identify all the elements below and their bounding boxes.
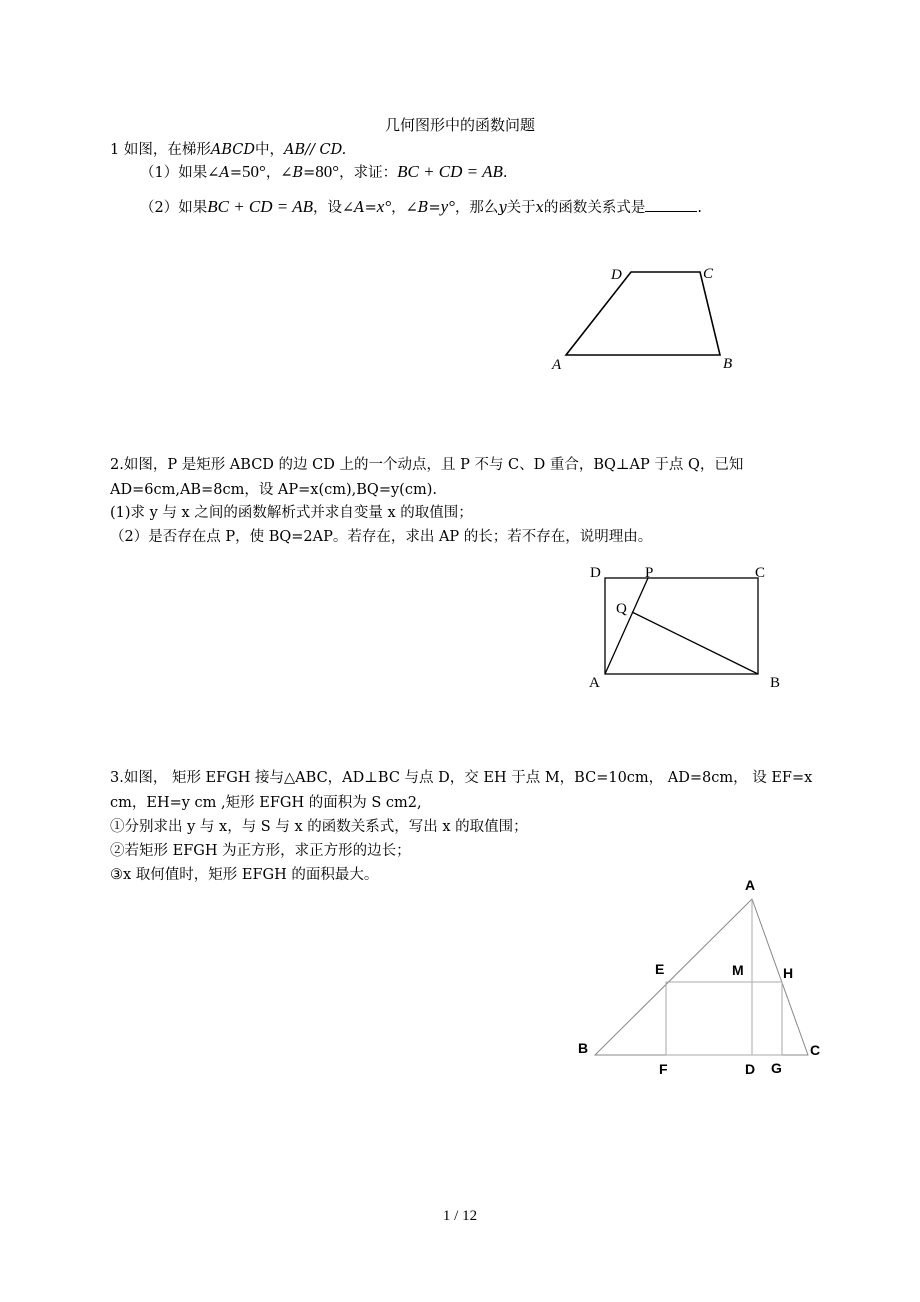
problem3-line2: cm，EH=y cm ,矩形 EFGH 的面积为 S cm2,	[110, 795, 422, 811]
p1-part2-then: ，那么	[454, 200, 499, 216]
rect-label-a: A	[589, 675, 600, 691]
tri-label-c: C	[810, 1042, 821, 1058]
problem1-intro-mid: 中，	[254, 142, 284, 158]
problem2-line4: （2）是否存在点 P，使 BQ=2AP。若存在，求出 AP 的长；若不存在，说明理由。	[110, 529, 653, 545]
tri-label-f: F	[659, 1061, 668, 1077]
problem1-part1	[140, 161, 507, 182]
tri-label-d: D	[745, 1061, 756, 1077]
trapezoid-shape	[566, 272, 720, 355]
rect-label-q: Q	[616, 601, 627, 617]
p1-part1-eq1: =	[229, 165, 243, 181]
p1-part2-expr: BC + CD = AB	[207, 197, 313, 216]
p1-part1-end: .	[502, 165, 508, 181]
rect-label-b: B	[770, 675, 781, 691]
p1-part2-b: B	[417, 200, 429, 216]
p1-part2-prefix: （2）如果	[140, 200, 208, 216]
segment-bq	[632, 612, 758, 674]
p1-part2-eqx: =	[364, 200, 377, 216]
p1-part1-b: B	[292, 165, 304, 181]
p1-part2-xvar: x	[535, 200, 544, 216]
answer-blank	[645, 199, 697, 212]
p1-part1-v1: 50°	[242, 162, 266, 181]
p1-part2-set: ，设∠	[312, 200, 355, 216]
rect-label-d: D	[590, 565, 601, 581]
p1-part2-end: .	[697, 200, 702, 216]
p1-part2-sep: ，∠	[391, 200, 418, 216]
problem1-intro	[110, 138, 346, 159]
p1-part2-yvar: y	[498, 200, 507, 216]
p1-part2-x: x°	[376, 197, 392, 216]
trapezoid-label-d: D	[611, 267, 622, 283]
page-number: 1 / 12	[442, 1208, 478, 1224]
p1-part1-a: A	[219, 165, 230, 181]
trapezoid-figure	[545, 258, 745, 376]
rectangle-abcd	[605, 578, 758, 674]
trapezoid-label-a: A	[552, 357, 562, 373]
problem3-line1: 3.如图， 矩形 EFGH 接与△ABC，AD⊥BC 与点 D，交 EH 于点 M，BC=10cm， AD=8cm， 设 EF=x	[110, 770, 813, 786]
p1-part1-v2: 80°	[315, 162, 340, 181]
problem3-line3: ①分别求出 y 与 x，与 S 与 x 的函数关系式，写出 x 的取值围；	[110, 819, 528, 835]
problem2-line2: AD=6cm,AB=8cm，设 AP=x(cm),BQ=y(cm).	[110, 482, 437, 498]
tri-label-g: G	[771, 1060, 782, 1076]
segment-ap	[605, 578, 648, 674]
problem1-intro-parallel: AB// CD.	[283, 142, 347, 158]
problem3-line4: ②若矩形 EFGH 为正方形，求正方形的边长；	[110, 843, 411, 859]
tri-label-h: H	[783, 965, 794, 981]
rectangle-efgh	[666, 982, 782, 1055]
triangle-figure	[570, 870, 835, 1085]
p1-part2-y: y°	[440, 197, 455, 216]
tri-label-e: E	[655, 961, 665, 977]
rectangle-figure	[580, 560, 790, 695]
problem2-line3: (1)求 y 与 x 之间的函数解析式并求自变量 x 的取值围；	[110, 505, 473, 521]
p1-part2-eqy: =	[428, 200, 441, 216]
triangle-abc	[595, 899, 808, 1055]
problem2-line1: 2.如图，P 是矩形 ABCD 的边 CD 上的一个动点，且 P 不与 C、D 重合，BQ⊥AP 于点 Q，已知	[110, 457, 744, 473]
trapezoid-label-b: B	[723, 356, 733, 372]
p1-part2-tail: 的函数关系式是	[543, 200, 646, 216]
tri-label-m: M	[732, 962, 744, 978]
tri-label-a: A	[745, 877, 756, 893]
p1-part1-prove: ，求证：	[339, 165, 398, 181]
trapezoid-label-c: C	[703, 266, 714, 282]
p1-part2-about: 关于	[506, 200, 536, 216]
problem1-intro-abcd: ABCD	[210, 142, 255, 158]
problem1-part2	[140, 196, 702, 217]
problem3-line5: ③x 取何值时，矩形 EFGH 的面积最大。	[110, 867, 379, 883]
document-title: 几何图形中的函数问题	[384, 116, 535, 134]
problem1-intro-prefix: 1 如图，在梯形	[110, 142, 211, 158]
p1-part1-expr: BC + CD = AB	[397, 162, 503, 181]
p1-part1-sep: ，∠	[265, 165, 293, 181]
tri-label-b: B	[578, 1040, 589, 1056]
p1-part2-a: A	[354, 200, 365, 216]
p1-part1-prefix: （1）如果∠	[140, 165, 220, 181]
p1-part1-eq2: =	[303, 165, 316, 181]
rect-label-p: P	[645, 565, 654, 581]
rect-label-c: C	[755, 565, 766, 581]
